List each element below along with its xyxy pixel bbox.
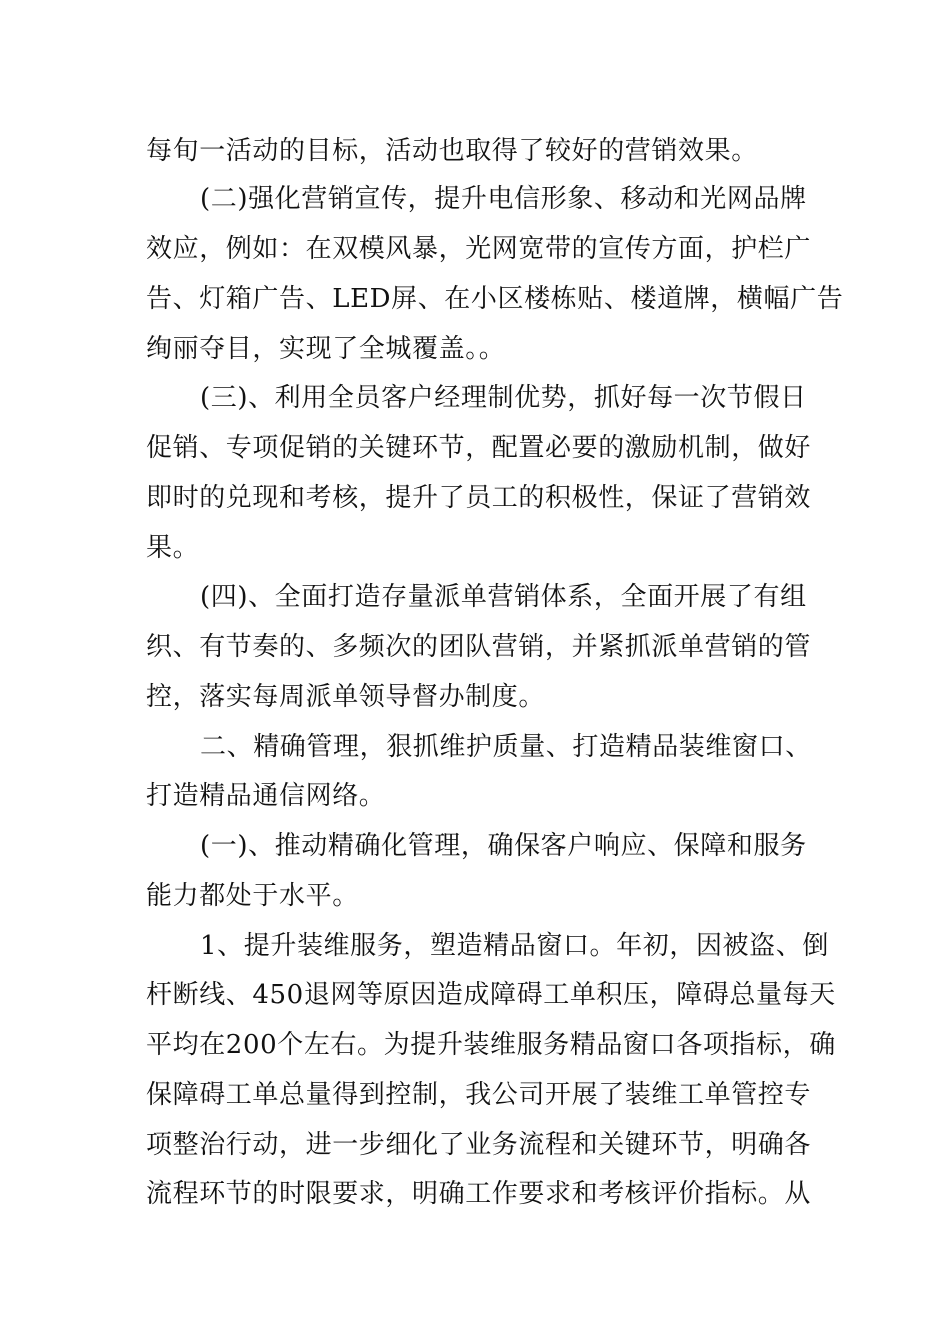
text-line: 织、有节奏的、多频次的团队营销，并紧抓派单营销的管: [146, 632, 812, 662]
text-line: 二、精确管理，狠抓维护质量、打造精品装维窗口、: [200, 732, 812, 762]
text-line: (二)强化营销宣传，提升电信形象、移动和光网品牌: [200, 184, 807, 214]
text-line: 果。: [146, 533, 200, 563]
text-line: (一)、推动精确化管理，确保客户响应、保障和服务: [200, 831, 807, 861]
text-line: 打造精品通信网络。: [146, 781, 386, 811]
text-line: 控，落实每周派单领导督办制度。: [146, 682, 546, 712]
text-line: 流程环节的时限要求，明确工作要求和考核评价指标。从: [146, 1179, 812, 1209]
text-line: 效应，例如：在双模风暴，光网宽带的宣传方面，护栏广: [146, 234, 812, 264]
text-line: 促销、专项促销的关键环节，配置必要的激励机制，做好: [146, 433, 812, 463]
text-line: 项整治行动，进一步细化了业务流程和关键环节，明确各: [146, 1130, 812, 1160]
text-line: 保障碍工单总量得到控制，我公司开展了装维工单管控专: [146, 1080, 812, 1110]
text-line: 1、提升装维服务，塑造精品窗口。年初，因被盗、倒: [200, 931, 829, 961]
text-line: (三)、利用全员客户经理制优势，抓好每一次节假日: [200, 383, 807, 413]
text-line: 即时的兑现和考核，提升了员工的积极性，保证了营销效: [146, 483, 812, 513]
text-line: 每旬一活动的目标，活动也取得了较好的营销效果。: [146, 136, 758, 166]
text-line: (四)、全面打造存量派单营销体系，全面开展了有组: [200, 582, 807, 612]
text-line: 杆断线、450退网等原因造成障碍工单积压，障碍总量每天: [146, 980, 836, 1010]
text-line: 告、灯箱广告、LED屏、在小区楼栋贴、楼道牌，横幅广告: [146, 284, 844, 314]
text-line: 平均在200个左右。为提升装维服务精品窗口各项指标，确: [146, 1030, 836, 1060]
text-line: 绚丽夺目，实现了全城覆盖。。: [146, 334, 506, 364]
text-line: 能力都处于水平。: [146, 881, 359, 911]
